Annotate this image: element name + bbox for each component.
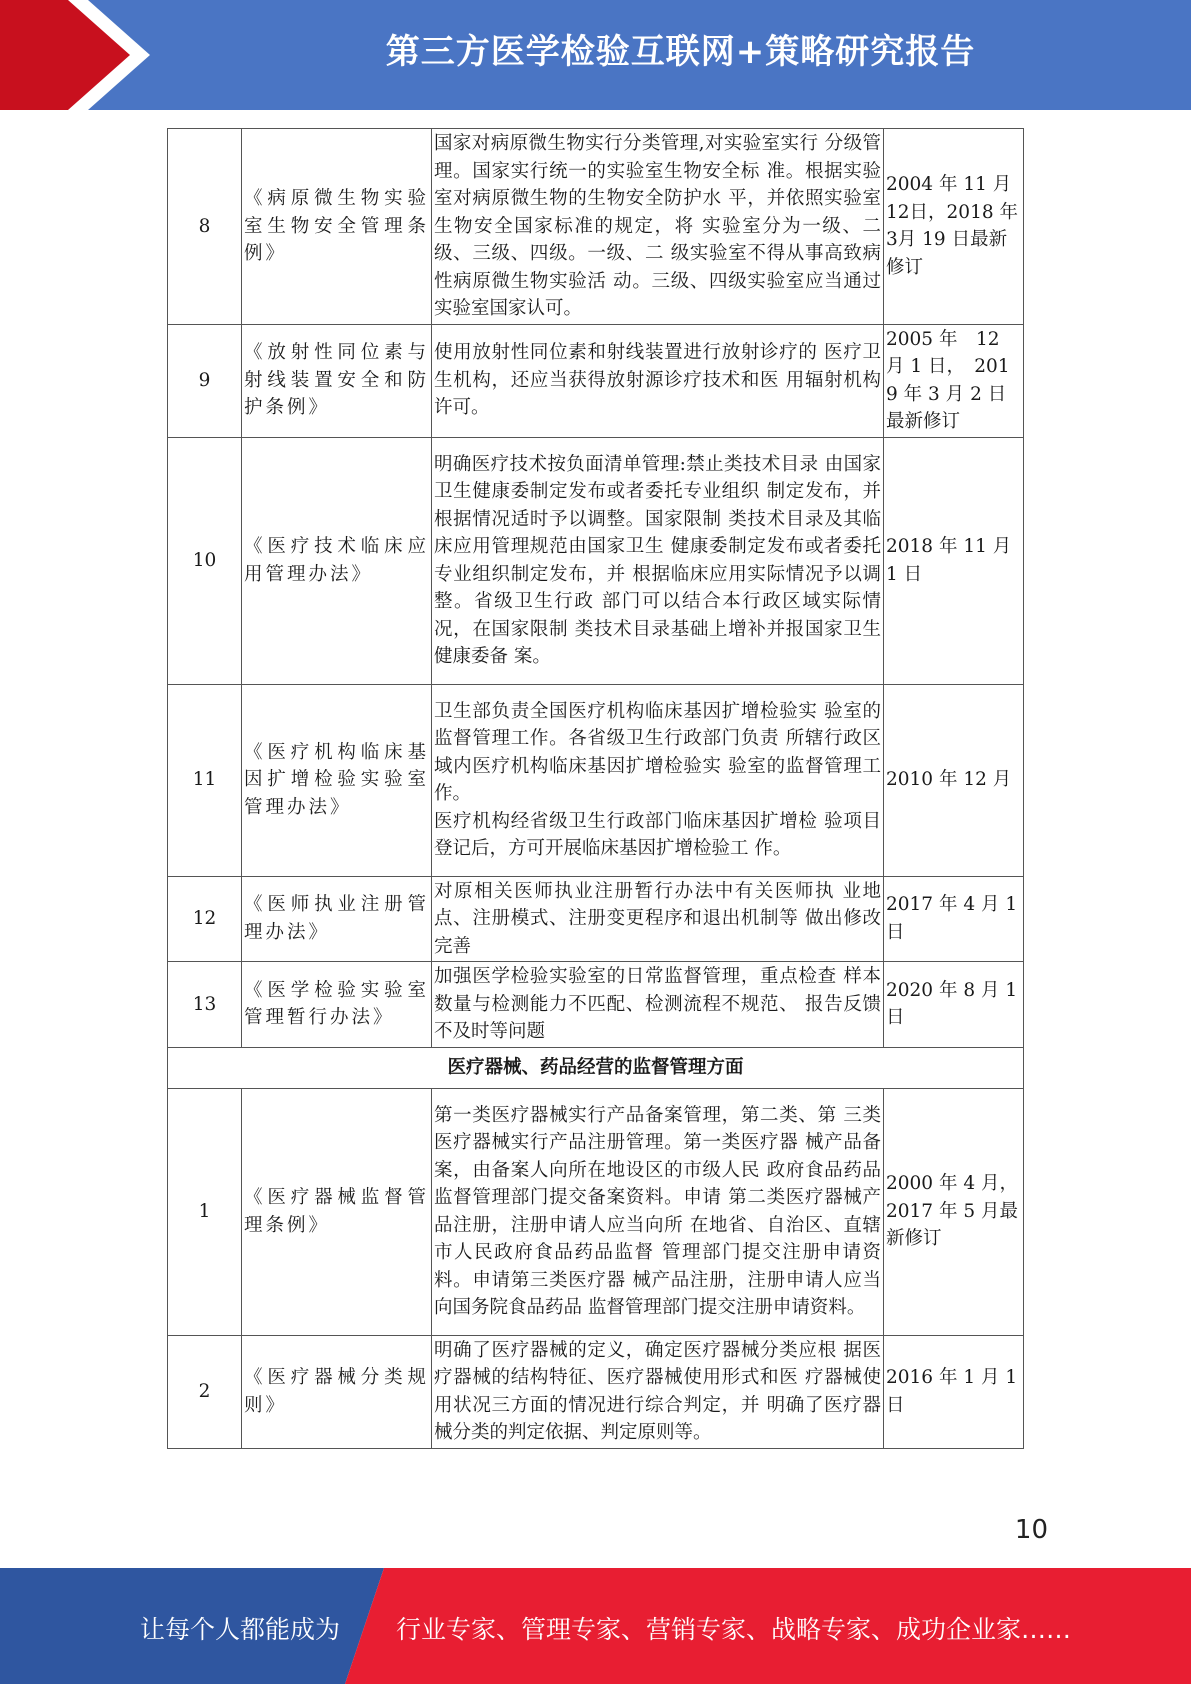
- regulations-table: [167, 128, 1024, 1449]
- regulation-description: 使用放射性同位素和射线装置进行放射诊疗的 医疗卫生机构，还应当获得放射源诊疗技术和医 用辐射机构许可。: [432, 324, 884, 437]
- regulation-description: 加强医学检验实验室的日常监督管理，重点检查 样本数量与检测能力不匹配、检测流程不规范、 报告反馈不及时等问题: [432, 962, 884, 1048]
- row-number: 13: [168, 962, 242, 1048]
- regulation-date: 2004 年 11 月12日，2018 年 3月 19 日最新修订: [884, 129, 1024, 325]
- regulation-description: 对原相关医师执业注册暂行办法中有关医师执 业地点、注册模式、注册变更程序和退出机制等 做出修改完善: [432, 876, 884, 962]
- table-row: [168, 129, 1024, 325]
- report-title: 第三方医学检验互联网+策略研究报告: [385, 32, 976, 72]
- regulation-date: 2018 年 11 月 1 日: [884, 437, 1024, 684]
- regulation-name: 《医疗器械分类规则》: [242, 1335, 432, 1448]
- description-paragraph: 卫生部负责全国医疗机构临床基因扩增检验实 验室的监督管理工作。各省级卫生行政部门负责 所辖行政区域内医疗机构临床基因扩增检验实 验室的监督管理工作。: [434, 700, 881, 804]
- table-row: [168, 876, 1024, 962]
- table-row: [168, 962, 1024, 1048]
- table-row: [168, 324, 1024, 437]
- table-row: [168, 1088, 1024, 1335]
- regulation-description: 国家对病原微生物实行分类管理,对实验室实行 分级管理。国家实行统一的实验室生物安全标 准。根据实验室对病原微生物的生物安全防护水 平，并依照实验室生物安全国家标准的规定，将 实验室分为一级、二级、三级、四级。一级、二 级实验室不得从事高致病性病原微生物实验活 动。三级、四级实验室应当通过实验室国家认可。: [432, 129, 884, 325]
- row-number: 11: [168, 684, 242, 876]
- table-row: [168, 684, 1024, 876]
- row-number: 9: [168, 324, 242, 437]
- row-number: 12: [168, 876, 242, 962]
- row-number: 1: [168, 1088, 242, 1335]
- regulation-date: 2017 年 4 月 1 日: [884, 876, 1024, 962]
- row-number: 8: [168, 129, 242, 325]
- section-title: 医疗器械、药品经营的监督管理方面: [168, 1047, 1024, 1088]
- regulation-date: 2016 年 1 月 1 日: [884, 1335, 1024, 1448]
- regulation-name: 《医疗技术临床应用管理办法》: [242, 437, 432, 684]
- description-paragraph: 医疗机构经省级卫生行政部门临床基因扩增检 验项目登记后，方可开展临床基因扩增检验工 作。: [434, 810, 881, 859]
- regulation-description: 明确了医疗器械的定义，确定医疗器械分类应根 据医疗器械的结构特征、医疗器械使用形式和医 疗器械使用状况三方面的情况进行综合判定，并 明确了医疗器械分类的判定依据、判定原则等。: [432, 1335, 884, 1448]
- table-row: [168, 437, 1024, 684]
- regulation-date: 2020 年 8 月 1 日: [884, 962, 1024, 1048]
- regulation-name: 《医疗机构临床基因扩增检验实验室管理办法》: [242, 684, 432, 876]
- footer-slogan-left: 让每个人都能成为: [140, 1615, 341, 1644]
- footer-slogan-right: 行业专家、管理专家、营销专家、战略专家、成功企业家……: [396, 1615, 1072, 1644]
- regulation-description: 第一类医疗器械实行产品备案管理，第二类、第 三类医疗器械实行产品注册管理。第一类医疗器 械产品备案，由备案人向所在地设区的市级人民 政府食品药品监督管理部门提交备案资料。申请 第二类医疗器械产品注册，注册申请人应当向所 在地省、自治区、直辖市人民政府食品药品监督 管理部门提交注册申请资料。申请第三类医疗器 械产品注册，注册申请人应当向国务院食品药品 监督管理部门提交注册申请资料。: [432, 1088, 884, 1335]
- regulation-name: 《病原微生物实验室生物安全管理条例》: [242, 129, 432, 325]
- regulation-description: [432, 684, 884, 876]
- page-footer: [0, 1568, 1191, 1684]
- table-row: [168, 1335, 1024, 1448]
- regulation-description: 明确医疗技术按负面清单管理:禁止类技术目录 由国家卫生健康委制定发布或者委托专业组织 制定发布，并根据情况适时予以调整。国家限制 类技术目录及其临床应用管理规范由国家卫生 健康委制定发布或者委托专业组织制定发布，并 根据临床应用实际情况予以调整。省级卫生行政 部门可以结合本行政区域实际情况，在国家限制 类技术目录基础上增补并报国家卫生健康委备 案。: [432, 437, 884, 684]
- regulation-date: 2000 年 4 月，2017 年 5 月最新修订: [884, 1088, 1024, 1335]
- regulation-name: 《医学检验实验室管理暂行办法》: [242, 962, 432, 1048]
- regulation-date: 2005 年 12 月 1 日， 2019 年 3 月 2 日最新修订: [884, 324, 1024, 437]
- page-header: [0, 0, 1191, 110]
- row-number: 2: [168, 1335, 242, 1448]
- regulation-name: 《医师执业注册管理办法》: [242, 876, 432, 962]
- section-header-row: [168, 1047, 1024, 1088]
- regulation-date: 2010 年 12 月: [884, 684, 1024, 876]
- regulation-name: 《放射性同位素与射线装置安全和防护条例》: [242, 324, 432, 437]
- regulation-name: 《医疗器械监督管理条例》: [242, 1088, 432, 1335]
- row-number: 10: [168, 437, 242, 684]
- page-number: 10: [1014, 1515, 1048, 1545]
